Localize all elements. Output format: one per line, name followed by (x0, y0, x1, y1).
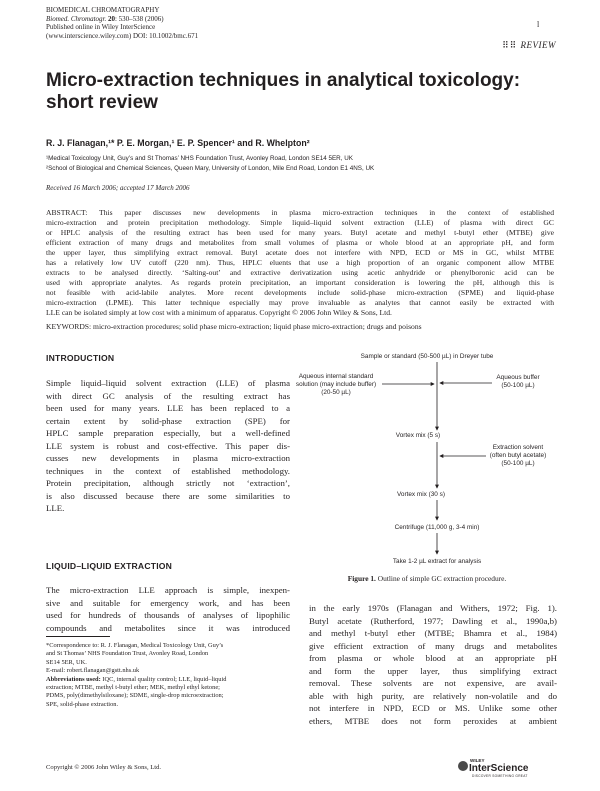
intro-line: HPLC sample preparation especially, but a well-defined (46, 428, 290, 438)
fig-left-input: (20-50 µL) (321, 389, 351, 396)
title-line-1: Micro-extraction techniques in analytical toxicology: (46, 70, 521, 91)
abbrev-line: PDMS, poly(dimethylsiloxane); SDME, single-drop microextraction; (46, 692, 224, 700)
abstract-line: micro-extraction (LPME). This latter technique especially may prove invaluable as analytes that cannot easily be extracted with (46, 298, 554, 308)
fig-solvent: (often butyl acetate) (489, 452, 547, 459)
right-line: able with high purity, are relatively non-volatile and do (309, 690, 557, 701)
right-line: give efficient extraction of many drugs and metabolites (309, 640, 557, 651)
intro-line: Simple liquid–liquid solvent extraction (LLE) of plasma (46, 378, 290, 388)
abstract-line: extracts to be analysed directly. ‘Salting-out’ and extractive derivatization using acetic anhydride or phenylboronic acid can be (46, 268, 554, 278)
intro-line: is also discussed because there are some similarities to (46, 490, 290, 501)
copyright: Copyright © 2006 John Wiley & Sons, Ltd. (46, 764, 162, 771)
right-line: in the early 1970s (Flanagan and Withers, 1972; Fig. 1). (309, 603, 557, 613)
fig-right-input: Aqueous buffer (496, 374, 540, 381)
intro-line: LLE system is robust and cost-effective. This paper dis- (46, 440, 290, 451)
keywords: KEYWORDS: micro-extraction procedures; solid phase micro-extraction; liquid phase micro-extraction; drugs and poisons (46, 322, 422, 331)
abstract-line: LLE can be isolated simply at low cost with a minimum of apparatus. Copyright © 2006 John Wiley & Sons, Ltd. (46, 308, 392, 318)
lle-line: used for hundreds of thousands of analyses of lipophilic (46, 610, 290, 620)
wiley-interscience-logo (456, 756, 556, 780)
fig-top-step: Sample or standard (50-500 µL) in Dreyer tube (360, 353, 494, 360)
lle-line: compounds and metabolites since it was introduced (46, 622, 290, 633)
right-line: Butyl acetate (Rutherford, 1977; Dawling et al., 1990a,b) (309, 615, 557, 626)
fig-solvent: (50-100 µL) (501, 460, 535, 467)
abstract-line: or HPLC analysis of the resulting extract has been used for many years. Butyl acetate and methyl t-butyl ether (MTBE) give (46, 228, 554, 238)
abstract-line: the upper layer, thus simplifying extract removal. Butyl acetate does not interfere with NPD, ECD or MS in GC, whilst MTBE (46, 248, 554, 258)
right-line: not interfere in NPD, ECD or MS. Unlike some other (309, 703, 557, 713)
title-line-2: short review (46, 92, 158, 113)
affiliation-1: ¹Medical Toxicology Unit, Guy’s and St Thomas’ NHS Foundation Trust, Avonley Road, London SE14 5ER, UK (46, 155, 353, 162)
fig-left-input: Aqueous internal standard (298, 373, 374, 380)
citation-pages: : 530–538 (2006) (114, 14, 164, 23)
logo-globe-icon (458, 761, 468, 771)
intro-line: Protein precipitation, although strictly not ‘extraction’, (46, 478, 290, 488)
section-label (502, 40, 556, 51)
citation (46, 15, 198, 24)
intro-line: certain extent by solid-phase extraction (SPE) for (46, 415, 290, 426)
authors: R. J. Flanagan,¹* P. E. Morgan,¹ E. P. Spencer¹ and R. Whelpton² (46, 138, 310, 148)
abbrev-line: extraction; MTBE, methyl t-butyl ether; MEK, methyl ethyl ketone; (46, 684, 220, 692)
intro-line: LLE. (46, 503, 65, 513)
right-line: from plasma or whole blood at an appropriate pH (309, 653, 557, 663)
abbrev-line: SPE, solid-phase extraction. (46, 700, 119, 708)
fig-vortex-1: Vortex mix (5 s) (395, 432, 441, 439)
figure-caption (296, 574, 558, 583)
lle-line: sive and suitable for emergency work, and has been (46, 597, 290, 608)
affiliations (46, 154, 374, 174)
lle-line: The micro-extraction LLE approach is simple, inexpen- (46, 585, 290, 595)
footnote-rule (46, 636, 110, 637)
intro-line: techniques in the context of established methodology. (46, 465, 290, 476)
figure-1-flowchart (296, 348, 558, 580)
journal-header (46, 6, 198, 40)
affiliation-2: ²School of Biological and Chemical Sciences, Queen Mary, University of London, Mile End Road, London E1 4NS, UK (46, 165, 375, 172)
fig-solvent: Extraction solvent (492, 444, 544, 451)
published-line: Published online in Wiley InterScience (46, 23, 156, 32)
intro-heading: INTRODUCTION (46, 353, 115, 363)
intro-line: with direct GC analysis of the resulting extract has (46, 390, 290, 401)
abstract-line: efficient extraction of many drugs and metabolites from small volumes of plasma or whole blood at an appropriate pH, and form (46, 238, 554, 248)
right-line: removal. These solvents are not expensive, are avail- (309, 678, 557, 688)
lle-body (46, 584, 290, 634)
section-marks: ⠿⠿ (502, 40, 521, 50)
right-line: and methyl t-butyl ether (MTBE; Bhamra et al., 1984) (309, 628, 557, 638)
section-label-text: REVIEW (520, 40, 556, 50)
intro-line: been used for many years. LLE has been replaced to a (46, 403, 290, 413)
intro-line: cusses new developments in plasma micro-extraction (46, 453, 290, 463)
journal-name: BIOMEDICAL CHROMATOGRAPHY (46, 6, 160, 14)
right-column-body (309, 602, 557, 727)
right-line: ethers, MTBE does not form peroxides at ambient (309, 715, 557, 726)
logo-top-text: WILEY (470, 758, 485, 763)
right-line: and form the upper layer, thus simplifying extract (309, 665, 557, 676)
abstract (46, 208, 554, 319)
correspondence-email: E-mail: robert.flanagan@gstt.nhs.uk (46, 667, 140, 675)
footnote (46, 642, 294, 709)
abstract-line: has a relatively low UV cutoff (220 nm). Thus, HPLC eluents that use a high proportion of an organic component allow MTBE (46, 258, 554, 268)
abstract-line: used with appropriate analytes. As regards protein precipitation, an important consideration is lowering the pH, although this is (46, 278, 554, 288)
url-doi: (www.interscience.wiley.com) DOI: 10.1002/bmc.671 (46, 31, 199, 40)
correspondence-line: *Correspondence to: R. J. Flanagan, Medical Toxicology Unit, Guy’s (46, 642, 224, 649)
article-title (46, 70, 566, 114)
correspondence-line: and St Thomas’ NHS Foundation Trust, Avonley Road, London (46, 650, 209, 658)
correspondence-line: SE14 5ER, UK. (46, 658, 87, 666)
abstract-line: not feasible with acid-labile analytes. More recent developments include solid-phase micro-extraction (SPME) and liquid-phase (46, 288, 554, 298)
received-dates: Received 16 March 2006; accepted 17 March 2006 (46, 184, 190, 192)
abbreviations (46, 676, 294, 684)
fig-right-input: (50-100 µL) (501, 382, 535, 389)
citation-journal: Biomed. Chromatogr. (46, 14, 107, 23)
abstract-line: micro-extraction and protein precipitation methodology. Simple liquid–liquid solvent extraction (LLE) of plasma with direct GC (46, 218, 554, 228)
page-marker: l (537, 20, 540, 29)
logo-tagline: DISCOVER SOMETHING GREAT (472, 774, 528, 778)
logo-main-text: InterScience (469, 763, 529, 774)
fig-vortex-2: Vortex mix (30 s) (397, 491, 445, 498)
figure-caption-text: Outline of simple GC extraction procedure. (377, 574, 507, 583)
abstract-line: ABSTRACT: This paper discusses new developments in plasma micro-extraction techniques in the context of established (46, 208, 554, 217)
intro-body (46, 377, 290, 515)
fig-left-input: solution (may include buffer) (296, 381, 377, 388)
abbrev-line: IQC, internal quality control; LLE, liquid–liquid (100, 675, 227, 683)
fig-take-extract: Take 1-2 µL extract for analysis (392, 558, 482, 565)
fig-centrifuge: Centrifuge (11,000 g, 3-4 min) (394, 524, 480, 531)
lle-heading: LIQUID–LIQUID EXTRACTION (46, 561, 173, 571)
figure-label: Figure 1. (347, 574, 376, 583)
citation-volume: 20 (107, 14, 115, 23)
abbrev-label: Abbreviations used: (46, 675, 101, 683)
